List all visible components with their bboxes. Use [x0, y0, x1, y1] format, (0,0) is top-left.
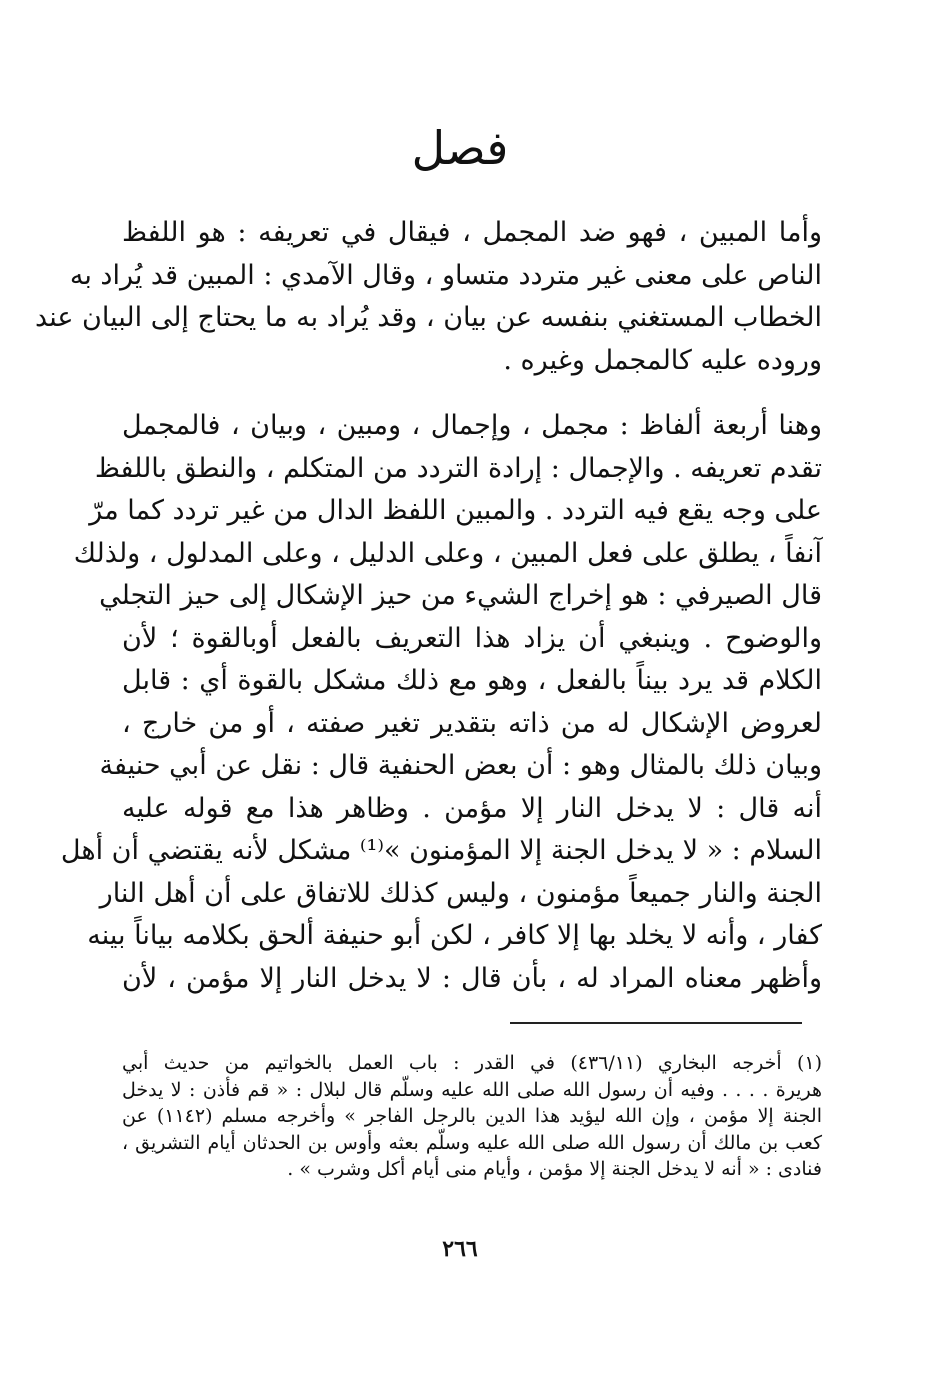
paragraph-line: على وجه يقع فيه التردد . والمبين اللفظ الدال من غير تردد كما مرّ: [89, 495, 822, 526]
paragraph-line: تقدم تعريفه . والإجمال : إرادة التردد من المتكلم ، والنطق باللفظ: [94, 452, 822, 484]
paragraph-line: قال الصيرفي : هو إخراج الشيء من حيز الإشكال إلى حيز التجلي: [99, 580, 822, 611]
footnote-line: الجنة إلا مؤمن ، وإن الله ليؤيد هذا الدين بالرجل الفاجر » وأخرجه مسلم (١١٤٢) عن: [122, 1105, 822, 1127]
paragraph-line: والوضوح . وينبغي أن يزاد هذا التعريف بالفعل أوبالقوة ؛ لأن: [122, 622, 822, 654]
paragraph-line: الكلام قد يرد بيناً بالفعل ، وهو مع ذلك مشكل بالقوة أي : قابل: [122, 665, 822, 696]
paragraph-2: [60, 405, 822, 1000]
paragraph-line: آنفاً ، يطلق على فعل المبين ، وعلى الدليل ، وعلى المدلول ، ولذلك: [73, 537, 822, 569]
section-title: فصل: [411, 121, 509, 175]
paragraph-line: لعروض الإشكال له من ذاته بتقدير تغير صفته ، أو من خارج ،: [122, 707, 822, 739]
footnote-1: [122, 1050, 822, 1183]
paragraph-line: الناص على معنى غير متردد متساو ، وقال الآمدي : المبين قد يُراد به: [69, 259, 822, 291]
paragraph-line: وأما المبين ، فهو ضد المجمل ، فيقال في تعريفه : هو اللفظ: [122, 217, 822, 248]
footnote-line: فنادى : « أنه لا يدخل الجنة إلا مؤمن ، وأيام منى أيام أكل وشرب » .: [287, 1158, 822, 1180]
footnote-line: كعب بن مالك أن رسول الله صلى الله عليه وسلّم بعثه وأوس بن الحدثان أيام التشريق ،: [122, 1131, 822, 1154]
paragraph-line: كفار ، وأنه لا يخلد بها إلا كافر ، لكن أبو حنيفة ألحق بكلامه بياناً بينه: [87, 920, 822, 951]
paragraph-line: وأظهر معناه المراد له ، بأن قال : لا يدخل النار إلا مؤمن ، لأن: [122, 962, 822, 994]
paragraph-line: السلام : « لا يدخل الجنة إلا المؤمنون »⁽¹⁾ مشكل لأنه يقتضي أن أهل: [60, 835, 822, 866]
paragraph-line: وهنا أربعة ألفاظ : مجمل ، وإجمال ، ومبين ، وبيان ، فالمجمل: [122, 410, 822, 441]
footnote-line: (١) أخرجه البخاري (٤٣٦/١١) في القدر : باب العمل بالخواتيم من حديث أبي: [122, 1052, 822, 1074]
paragraph-line: الخطاب المستغني بنفسه عن بيان ، وقد يُراد به ما يحتاج إلى البيان عند: [35, 302, 822, 333]
page-number: ٢٦٦: [442, 1236, 478, 1262]
paragraph-line: أنه قال : لا يدخل النار إلا مؤمن . وظاهر هذا مع قوله عليه: [122, 792, 822, 824]
paragraph-line: وروده عليه كالمجمل وغيره .: [503, 344, 822, 376]
paragraph-line: وبيان ذلك بالمثال وهو : أن بعض الحنفية قال : نقل عن أبي حنيفة: [99, 750, 822, 781]
footnote-line: هريرة . . . . وفيه أن رسول الله صلى الله عليه وسلّم قال لبلال : « قم فأذن : لا يدخل: [122, 1078, 822, 1101]
paragraph-1: [35, 212, 822, 382]
footnote-divider: [510, 1022, 802, 1024]
paragraph-line: الجنة والنار جميعاً مؤمنون ، وليس كذلك للاتفاق على أن أهل النار: [99, 877, 822, 909]
